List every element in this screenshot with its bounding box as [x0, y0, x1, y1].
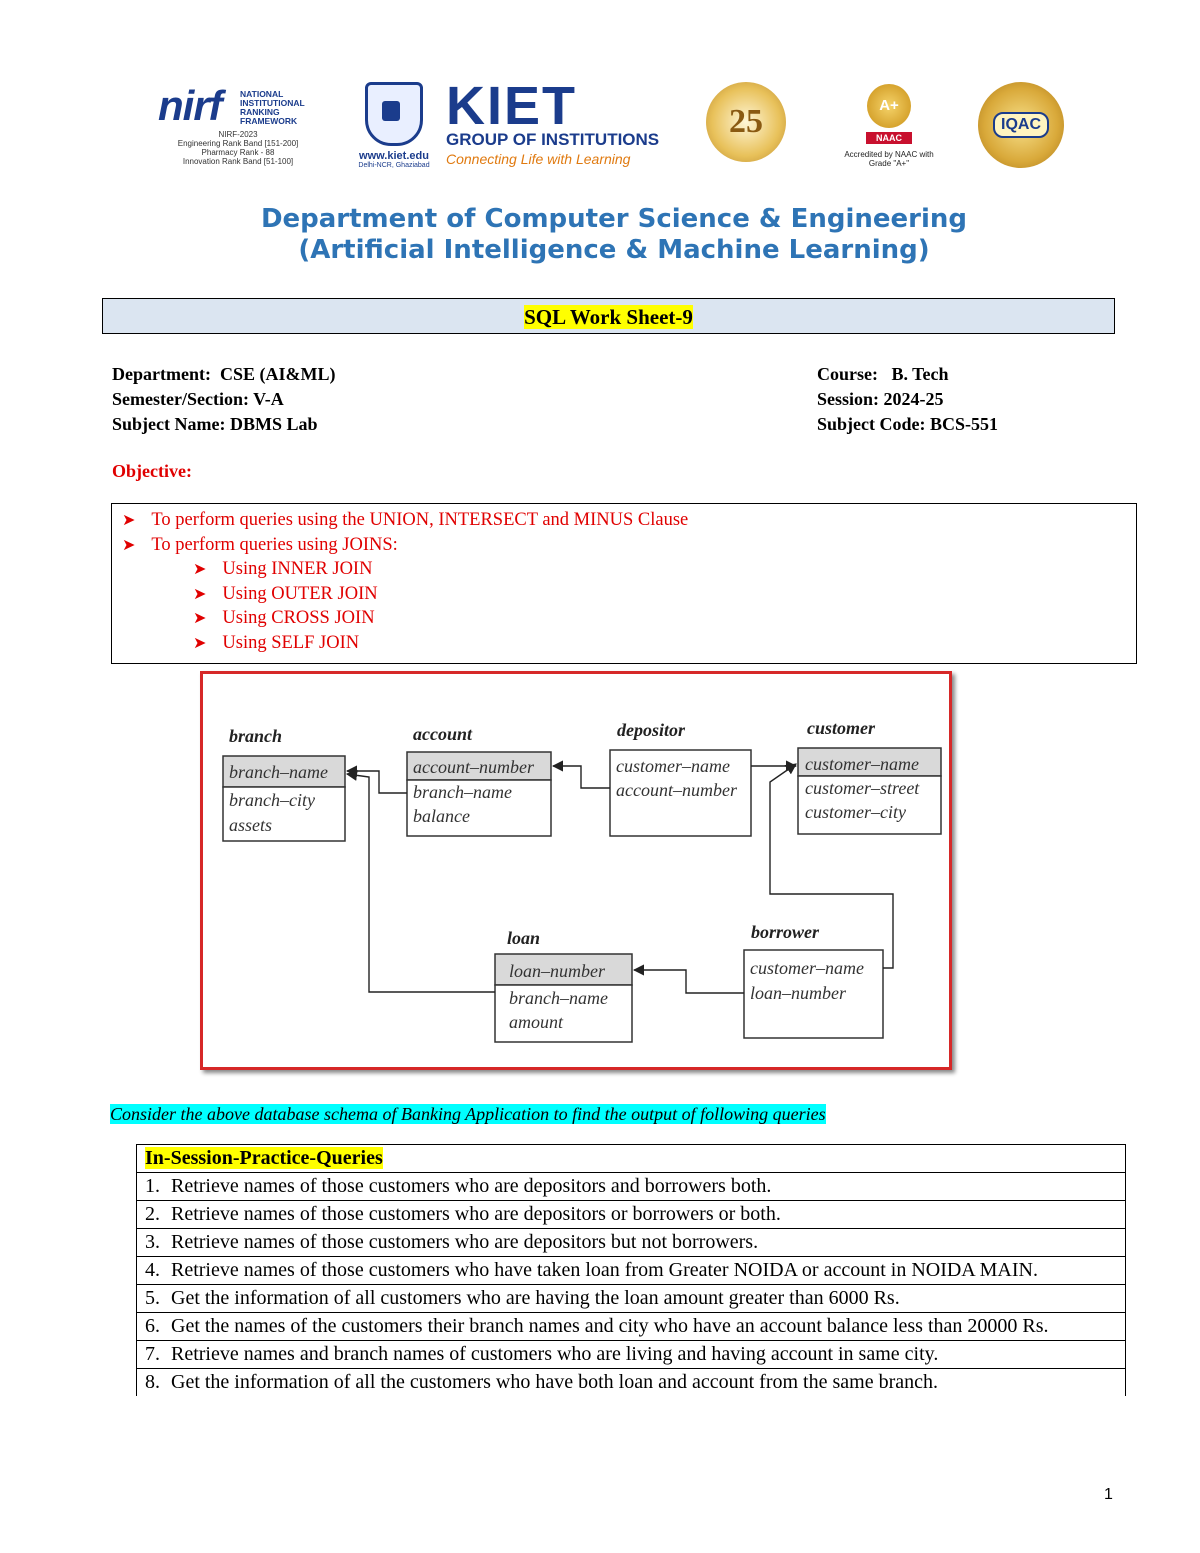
page-number: 1: [1104, 1486, 1113, 1503]
table-branch: [223, 726, 345, 841]
attr-borrower-customer-name: customer–name: [750, 958, 864, 978]
table-row: 8. Get the information of all the customers who have both loan and account from the same branch.: [137, 1369, 1126, 1397]
subject-row: Subject Name: DBMS Lab: [112, 414, 318, 434]
department-row: Department: CSE (AI&ML): [112, 364, 336, 384]
attr-account-number: account–number: [413, 757, 534, 777]
attr-branch-name: branch–name: [229, 762, 328, 782]
department-title: [0, 204, 1200, 266]
naac-ribbon: NAAC: [866, 132, 912, 144]
logo-strip: [158, 76, 1068, 176]
fk-account-branch: [347, 771, 407, 793]
objective-subitem: ➤ Using SELF JOIN: [193, 633, 360, 653]
course-row: Course: B. Tech: [817, 364, 949, 384]
consider-instruction: Consider the above database schema of Banking Application to find the output of following queries: [110, 1104, 826, 1124]
attr-loan-number: loan–number: [509, 961, 605, 981]
naac-logo: [834, 84, 944, 172]
shield-icon: [365, 82, 423, 146]
attr-customer-city: customer–city: [805, 802, 906, 822]
table-row: 3. Retrieve names of those customers who are depositors but not borrowers.: [137, 1229, 1126, 1257]
attr-assets: assets: [229, 815, 273, 835]
session-row: Session: 2024-25: [817, 389, 944, 409]
semester-row: Semester/Section: V-A: [112, 389, 284, 409]
table-depositor: [610, 720, 751, 836]
worksheet-title-box: [102, 298, 1115, 334]
fk-borrower-loan: [634, 970, 744, 993]
worksheet-title: SQL Work Sheet-9: [524, 305, 693, 329]
table-borrower: [744, 922, 883, 1038]
table-row: 5. Get the information of all customers who are having the loan amount greater than 6000 Rs.: [137, 1285, 1126, 1313]
badge-25-icon: 25: [706, 82, 786, 162]
schema-diagram: [200, 671, 952, 1070]
objective-subitem: ➤ Using INNER JOIN: [193, 559, 373, 579]
table-row: 7. Retrieve names and branch names of customers who are living and having account in same city.: [137, 1341, 1126, 1369]
attr-branch-city: branch–city: [229, 790, 315, 810]
arrow-bullet-icon: ➤: [193, 633, 207, 652]
department-title-line2: (Artificial Intelligence & Machine Learning): [298, 235, 930, 265]
kiet-tagline: Connecting Life with Learning: [446, 151, 631, 167]
table-customer: [798, 718, 941, 834]
table-loan: [495, 928, 632, 1042]
table-row: 6. Get the names of the customers their branch names and city who have an account balance less than 20000 Rs.: [137, 1313, 1126, 1341]
attr-amount: amount: [509, 1012, 563, 1032]
table-row: 1. Retrieve names of those customers who are depositors and borrowers both.: [137, 1173, 1126, 1201]
department-title-line1: Department of Computer Science & Engineering: [260, 204, 968, 234]
table-name-account: account: [413, 724, 473, 744]
code-row: Subject Code: BCS-551: [817, 414, 999, 434]
nirf-logo: [158, 82, 318, 166]
meta-right: [817, 362, 998, 437]
kiet-url: www.kiet.edu: [359, 150, 429, 162]
attr-customer-street: customer–street: [805, 778, 920, 798]
arrow-bullet-icon: ➤: [122, 535, 136, 554]
kiet-shield-logo: [354, 82, 434, 170]
attr-borrower-loan-number: loan–number: [750, 983, 846, 1003]
table-header-row: [137, 1145, 1126, 1173]
arrow-bullet-icon: ➤: [193, 559, 207, 578]
objective-label: Objective:: [112, 461, 192, 481]
arrow-bullet-icon: ➤: [193, 608, 207, 627]
fk-depositor-account: [553, 766, 610, 788]
kiet-location: Delhi-NCR, Ghaziabad: [358, 162, 430, 169]
table-row: 2. Retrieve names of those customers who are depositors or borrowers or both.: [137, 1201, 1126, 1229]
table-name-branch: branch: [229, 726, 283, 746]
kiet-group: GROUP OF INSTITUTIONS: [446, 130, 660, 149]
nirf-ranks: NIRF-2023 Engineering Rank Band [151-200] Pharmacy Rank - 88 Innovation Rank Band [51-100]: [177, 130, 299, 166]
attr-customer-name: customer–name: [805, 754, 919, 774]
arrow-bullet-icon: ➤: [193, 584, 207, 603]
objective-subitem: ➤ Using OUTER JOIN: [193, 584, 378, 604]
nirf-mark: nirf: [158, 82, 222, 129]
queries-header: In-Session-Practice-Queries: [137, 1145, 1126, 1173]
attr-loan-branch-name: branch–name: [509, 988, 608, 1008]
table-account: [407, 724, 551, 836]
table-name-depositor: depositor: [617, 720, 686, 740]
table-name-borrower: borrower: [751, 922, 820, 942]
attr-account-branch-name: branch–name: [413, 782, 512, 802]
nirf-words: NATIONAL INSTITUTIONAL RANKING FRAMEWORK: [240, 89, 305, 126]
meta-left: [112, 362, 335, 437]
attr-depositor-customer-name: customer–name: [616, 756, 730, 776]
attr-balance: balance: [413, 806, 470, 826]
objective-box: [111, 503, 1137, 664]
queries-table: [136, 1144, 1126, 1396]
iqac-seal-icon: IQAC: [978, 82, 1064, 168]
iqac-logo: [978, 82, 1068, 170]
objective-subitem: ➤ Using CROSS JOIN: [193, 608, 375, 628]
naac-grade-icon: A+: [867, 84, 911, 128]
objective-item: ➤ To perform queries using the UNION, INTERSECT and MINUS Clause: [122, 510, 689, 530]
attr-depositor-account-number: account–number: [616, 780, 737, 800]
naac-accreditation: Accredited by NAAC with Grade "A+": [844, 150, 934, 168]
table-row: 4. Retrieve names of those customers who have taken loan from Greater NOIDA or account in NOIDA MAIN.: [137, 1257, 1126, 1285]
objective-item: ➤ To perform queries using JOINS:: [122, 535, 398, 555]
arrow-bullet-icon: ➤: [122, 510, 136, 529]
table-name-loan: loan: [507, 928, 541, 948]
kiet-logo: [446, 76, 678, 168]
celebrating-25-badge: [694, 82, 798, 170]
table-name-customer: customer: [807, 718, 876, 738]
kiet-wordmark: KIET: [446, 76, 578, 136]
